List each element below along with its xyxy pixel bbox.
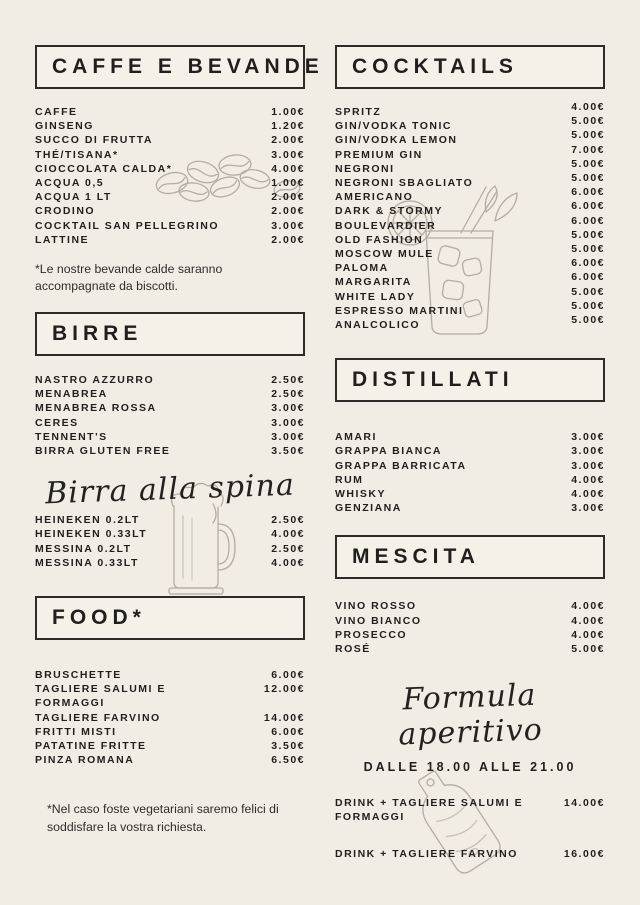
item-name: DRINK + TAGLIERE SALUMI E FORMAGGI	[335, 797, 524, 824]
menu-item-row	[335, 459, 605, 473]
item-name: CIOCCOLATA CALDA*	[35, 162, 173, 175]
item-price: 3.00€	[271, 219, 305, 232]
item-name: MENABREA ROSSA	[35, 402, 157, 415]
menu-item-row	[335, 642, 605, 656]
menu-item-row	[35, 444, 305, 458]
item-price: 6.00€	[571, 200, 605, 213]
menu-item-row	[35, 542, 305, 556]
item-price: 4.00€	[571, 600, 605, 613]
section-header-mescita	[335, 535, 605, 579]
item-price: 2.50€	[271, 373, 305, 386]
menu-item-row	[335, 101, 605, 119]
item-price: 2.50€	[271, 514, 305, 527]
caffe-footnote: *Le nostre bevande calde saranno accompagnate da biscotti.	[35, 262, 223, 294]
item-name: GRAPPA BARRICATA	[335, 459, 467, 472]
spina-script-title: Birra alla spina	[44, 467, 296, 512]
item-price: 6.00€	[271, 725, 305, 738]
item-price: 5.00€	[571, 243, 605, 256]
menu-item-row	[335, 285, 605, 304]
item-price: 3.00€	[571, 445, 605, 458]
item-price: 3.00€	[271, 416, 305, 429]
item-name: TAGLIERE FARVINO	[35, 711, 161, 724]
item-price: 3.00€	[271, 430, 305, 443]
item-name: FRITTI MISTI	[35, 725, 117, 738]
section-caffe-e-bevande	[35, 45, 324, 296]
item-price: 3.50€	[271, 444, 305, 457]
menu-item-row	[335, 200, 605, 218]
menu-item-row	[35, 133, 305, 147]
item-name: AMARI	[335, 431, 377, 444]
item-price: 6.50€	[271, 754, 305, 767]
item-name: DRINK + TAGLIERE FARVINO	[335, 847, 518, 860]
menu-item-row	[35, 176, 305, 190]
item-price: 3.50€	[271, 739, 305, 752]
section-title: CAFFE E BEVANDE	[52, 55, 324, 78]
item-price: 5.00€	[571, 643, 605, 656]
menu-item-row	[35, 204, 305, 218]
item-price: 4.00€	[271, 556, 305, 569]
item-price: 4.00€	[271, 162, 305, 175]
item-price: 6.00€	[571, 257, 605, 270]
section-header-birre	[35, 312, 305, 356]
item-price: 6.00€	[571, 271, 605, 284]
item-name: GRAPPA BIANCA	[335, 445, 443, 458]
item-name: PINZA ROMANA	[35, 754, 135, 767]
item-price: 4.00€	[571, 628, 605, 641]
item-name: DARK & STORMY	[335, 205, 443, 218]
section-title: BIRRE	[52, 321, 143, 345]
item-name: THÉ/TISANA*	[35, 148, 119, 161]
menu-item-row	[35, 753, 305, 767]
item-price: 16.00€	[563, 847, 605, 860]
section-birra-alla-spina	[35, 467, 305, 570]
item-name: LATTINE	[35, 233, 90, 246]
section-header-caffe	[35, 45, 324, 89]
menu-item-row	[35, 162, 305, 176]
item-name: BIRRA GLUTEN FREE	[35, 444, 171, 457]
menu-item-row	[35, 711, 305, 725]
formula-hours: DALLE 18.00 ALLE 21.00	[363, 760, 577, 775]
menu-item-row	[35, 527, 305, 541]
item-name: OLD FASHION	[335, 233, 424, 246]
section-birre	[35, 312, 305, 458]
menu-item-row	[335, 847, 605, 861]
menu-item-row	[335, 214, 605, 233]
section-header-distillati	[335, 358, 605, 402]
item-name: ANALCOLICO	[335, 319, 420, 332]
item-name: NASTRO AZZURRO	[35, 373, 155, 386]
item-name: GENZIANA	[335, 502, 402, 515]
item-name: WHISKY	[335, 488, 386, 501]
menu-item-row	[335, 299, 605, 318]
menu-item-row	[335, 243, 605, 261]
item-name: ACQUA 0,5	[35, 177, 105, 190]
item-name: GINSENG	[35, 120, 94, 133]
item-price: 6.00€	[571, 214, 605, 227]
item-name: MOSCOW MULE	[335, 248, 434, 261]
menu-item-row	[335, 228, 605, 247]
menu-item-row	[35, 430, 305, 444]
item-name: MESSINA 0.2LT	[35, 542, 132, 555]
item-name: TENNENT'S	[35, 430, 108, 443]
menu-item-row	[35, 725, 305, 739]
left-column	[35, 45, 324, 861]
item-name: CRODINO	[35, 205, 96, 218]
item-price: 2.00€	[271, 134, 305, 147]
item-price: 5.00€	[571, 129, 605, 142]
item-name: COCKTAIL SAN PELLEGRINO	[35, 219, 220, 232]
distillati-item-list	[335, 430, 605, 515]
menu-item-row	[35, 387, 305, 401]
item-price: 5.00€	[571, 228, 605, 241]
section-mescita	[335, 535, 605, 656]
menu-item-row	[335, 430, 605, 444]
item-price: 2.50€	[271, 542, 305, 555]
menu-item-row	[35, 190, 305, 204]
item-price: 2.00€	[271, 191, 305, 204]
menu-item-row	[335, 157, 605, 176]
menu-item-row	[35, 233, 305, 247]
menu-item-row	[335, 314, 605, 332]
item-name: PALOMA	[335, 262, 389, 275]
item-name: PROSECCO	[335, 628, 408, 641]
item-price: 4.00€	[271, 528, 305, 541]
item-name: ROSÉ	[335, 643, 371, 656]
item-name: PREMIUM GIN	[335, 148, 423, 161]
section-title: FOOD*	[52, 605, 146, 629]
menu-item-row	[35, 416, 305, 430]
item-price: 3.00€	[271, 148, 305, 161]
formula-item-list	[335, 796, 605, 861]
item-name: TAGLIERE SALUMI E FORMAGGI	[35, 683, 166, 710]
right-column	[335, 45, 605, 861]
item-price: 4.00€	[571, 488, 605, 501]
item-price: 2.00€	[271, 233, 305, 246]
menu-item-row	[335, 628, 605, 642]
item-price: 2.50€	[271, 388, 305, 401]
item-price: 4.00€	[571, 473, 605, 486]
item-name: VINO ROSSO	[335, 600, 417, 613]
section-title: MESCITA	[352, 545, 480, 569]
birre-item-list	[35, 373, 305, 458]
item-price: 14.00€	[263, 711, 305, 724]
food-item-list	[35, 668, 305, 767]
section-cocktails	[335, 45, 605, 332]
item-name: MENABREA	[35, 388, 108, 401]
section-food	[35, 596, 305, 836]
item-price: 3.00€	[571, 459, 605, 472]
section-distillati	[335, 358, 605, 515]
item-name: MARGARITA	[335, 276, 412, 289]
item-name: RUM	[335, 473, 364, 486]
mescita-item-list	[335, 599, 605, 656]
item-price: 5.00€	[571, 314, 605, 327]
menu-item-row	[35, 119, 305, 133]
item-name: WHITE LADY	[335, 290, 416, 303]
menu-item-row	[35, 682, 305, 710]
item-price: 2.00€	[271, 205, 305, 218]
food-footnote: *Nel caso foste vegetariani saremo felici di soddisfare la vostra richiesta.	[47, 802, 279, 834]
item-name: NEGRONI SBAGLIATO	[335, 177, 474, 190]
menu-item-row	[35, 373, 305, 387]
menu-item-row	[335, 115, 605, 133]
item-price: 14.00€	[563, 797, 605, 810]
item-price: 4.00€	[571, 101, 605, 113]
menu-item-row	[35, 105, 305, 119]
spina-item-list	[35, 513, 305, 570]
item-price: 12.00€	[263, 683, 305, 696]
item-name: NEGRONI	[335, 162, 395, 175]
caffe-item-list	[35, 105, 305, 247]
item-price: 1.00€	[271, 177, 305, 190]
item-price: 1.00€	[271, 106, 305, 118]
section-header-food	[35, 596, 305, 640]
item-name: PATATINE FRITTE	[35, 739, 147, 752]
menu-item-row	[335, 143, 605, 162]
section-title: DISTILLATI	[352, 368, 514, 392]
item-name: BOULEVARDIER	[335, 219, 437, 232]
section-header-cocktails	[335, 45, 605, 89]
menu-item-row	[335, 271, 605, 289]
item-name: GIN/VODKA LEMON	[335, 134, 458, 147]
menu-item-row	[335, 186, 605, 204]
item-price: 5.00€	[571, 285, 605, 298]
item-price: 5.00€	[571, 115, 605, 128]
item-price: 3.00€	[571, 431, 605, 444]
item-name: MESSINA 0.33LT	[35, 556, 139, 569]
item-name: HEINEKEN 0.33LT	[35, 528, 148, 541]
menu-item-row	[35, 668, 305, 682]
menu-item-row	[35, 401, 305, 415]
item-name: BRUSCHETTE	[35, 668, 122, 681]
menu-item-row	[335, 501, 605, 515]
menu-item-row	[35, 513, 305, 527]
menu-item-row	[335, 129, 605, 147]
menu-item-row	[335, 257, 605, 275]
item-price: 7.00€	[571, 143, 605, 156]
item-name: HEINEKEN 0.2LT	[35, 514, 140, 527]
item-name: CAFFE	[35, 106, 78, 118]
item-price: 6.00€	[571, 186, 605, 199]
formula-script-title: Formula aperitivo	[397, 677, 544, 753]
cocktails-item-list	[335, 101, 605, 332]
item-price: 5.00€	[571, 299, 605, 312]
item-price: 3.00€	[571, 502, 605, 515]
item-name: ACQUA 1 LT	[35, 191, 112, 204]
item-name: VINO BIANCO	[335, 614, 422, 627]
section-title: COCKTAILS	[352, 55, 518, 78]
item-name: GIN/VODKA TONIC	[335, 120, 453, 133]
item-price: 6.00€	[271, 668, 305, 681]
menu-item-row	[335, 599, 605, 613]
menu-item-row	[335, 614, 605, 628]
item-price: 1.20€	[271, 120, 305, 133]
item-price: 3.00€	[271, 402, 305, 415]
menu-item-row	[335, 473, 605, 487]
menu-item-row	[335, 487, 605, 501]
item-price: 4.00€	[571, 614, 605, 627]
menu-item-row	[35, 556, 305, 570]
section-formula-aperitivo	[335, 677, 605, 861]
item-price: 5.00€	[571, 172, 605, 185]
item-name: SPRITZ	[335, 106, 382, 118]
menu-item-row	[35, 148, 305, 162]
item-name: AMERICANO	[335, 191, 414, 204]
menu-item-row	[335, 796, 605, 824]
menu-item-row	[335, 172, 605, 190]
menu-item-row	[35, 219, 305, 233]
item-name: SUCCO DI FRUTTA	[35, 134, 153, 147]
item-price: 5.00€	[571, 157, 605, 170]
item-name: ESPRESSO MARTINI	[335, 304, 464, 317]
item-name: CERES	[35, 416, 79, 429]
menu-item-row	[335, 444, 605, 458]
menu-item-row	[35, 739, 305, 753]
